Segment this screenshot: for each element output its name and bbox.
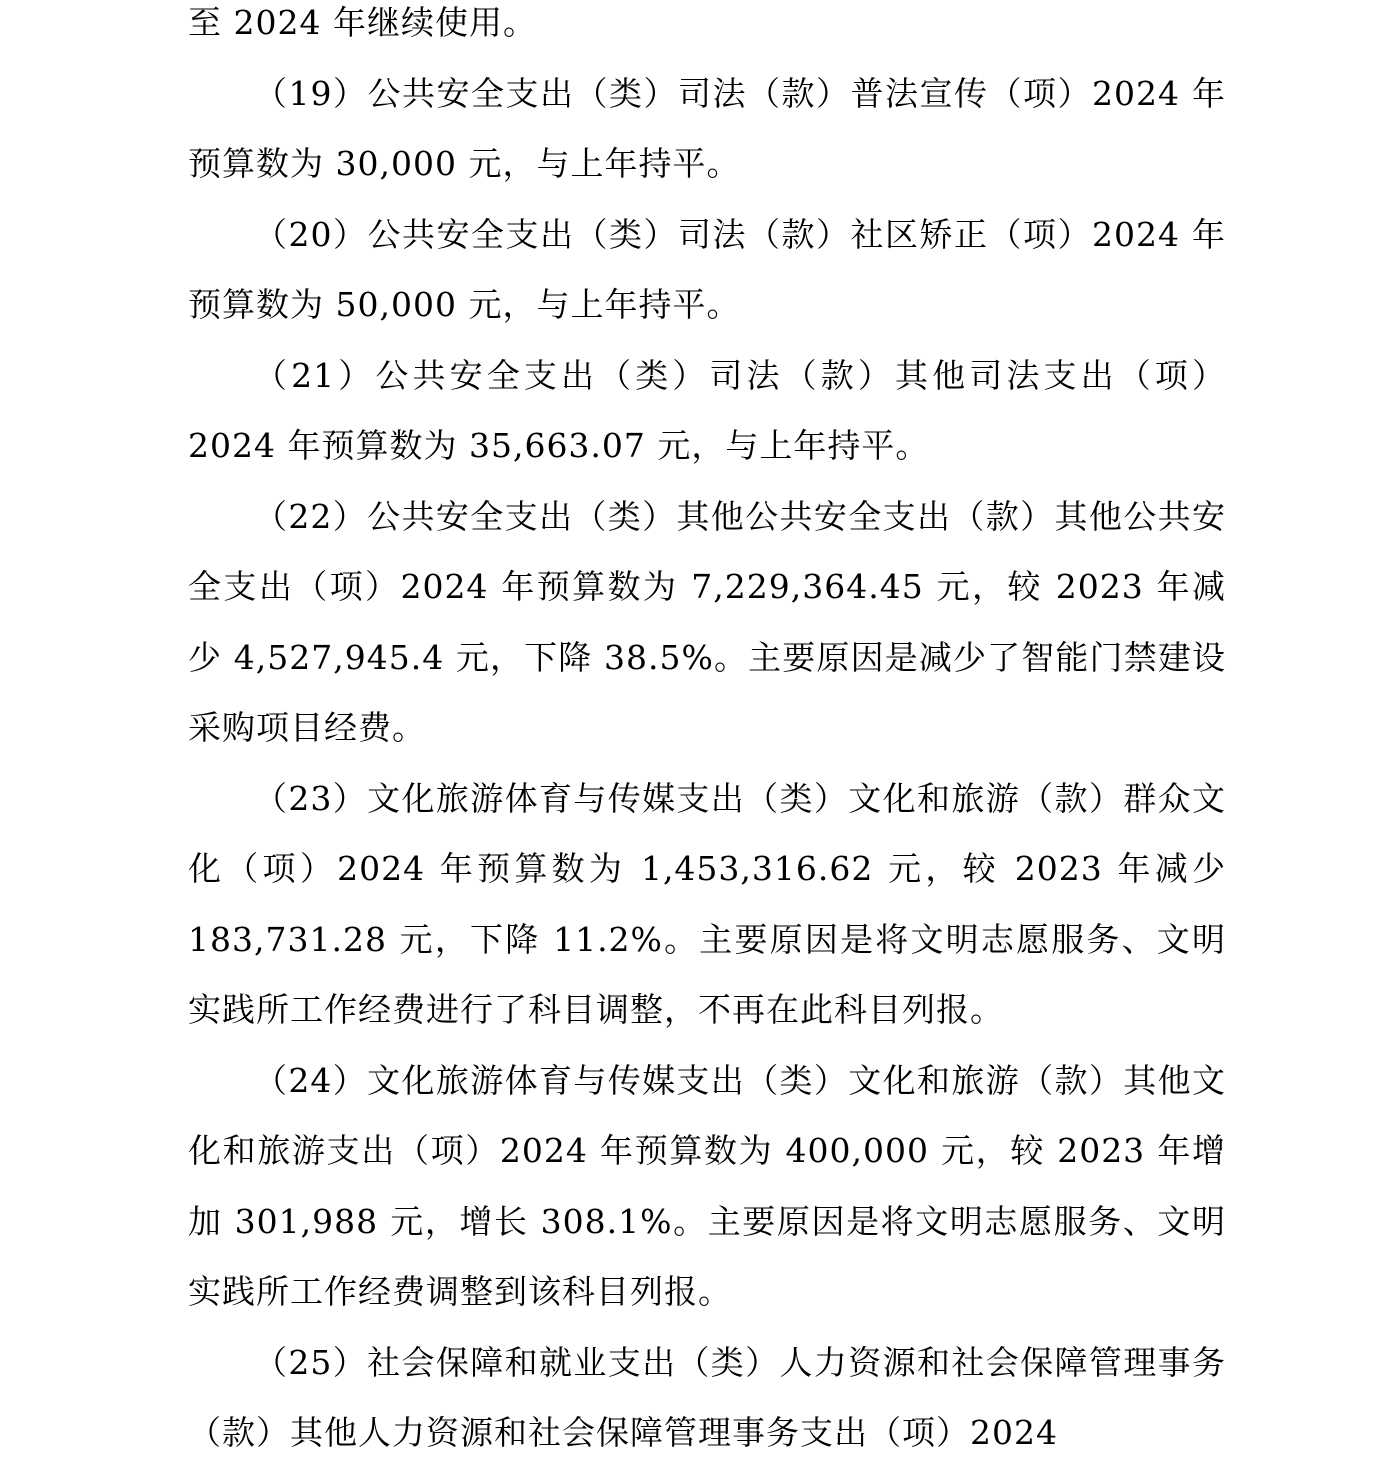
paragraph-item-23: （23）文化旅游体育与传媒支出（类）文化和旅游（款）群众文化（项）2024 年预算数为 1,453,316.62 元，较 2023 年减少 183,731.28 元，下降 11.2%。主要原因是将文明志愿服务、文明实践所工作经费进行了科目调整，不再在此科目列报。: [188, 778, 1226, 1029]
paragraph-continuation: 至 2024 年继续使用。: [188, 3, 537, 42]
paragraph-item-24: （24）文化旅游体育与传媒支出（类）文化和旅游（款）其他文化和旅游支出（项）2024 年预算数为 400,000 元，较 2023 年增加 301,988 元，增长 308.1%。主要原因是将文明志愿服务、文明实践所工作经费调整到该科目列报。: [188, 1060, 1226, 1311]
paragraph-item-21: （21）公共安全支出（类）司法（款）其他司法支出（项）2024 年预算数为 35,663.07 元，与上年持平。: [188, 355, 1226, 465]
paragraph-item-22: （22）公共安全支出（类）其他公共安全支出（款）其他公共安全支出（项）2024 年预算数为 7,229,364.45 元，较 2023 年减少 4,527,945.4 元，下降 38.5%。主要原因是减少了智能门禁建设采购项目经费。: [188, 496, 1226, 747]
paragraph-item-20: （20）公共安全支出（类）司法（款）社区矫正（项）2024 年预算数为 50,000 元，与上年持平。: [188, 214, 1226, 324]
document-page: [188, 0, 1226, 1469]
paragraph-item-25: （25）社会保障和就业支出（类）人力资源和社会保障管理事务（款）其他人力资源和社会保障管理事务支出（项）2024: [188, 1342, 1226, 1452]
paragraph-item-19: （19）公共安全支出（类）司法（款）普法宣传（项）2024 年预算数为 30,000 元，与上年持平。: [188, 73, 1226, 183]
